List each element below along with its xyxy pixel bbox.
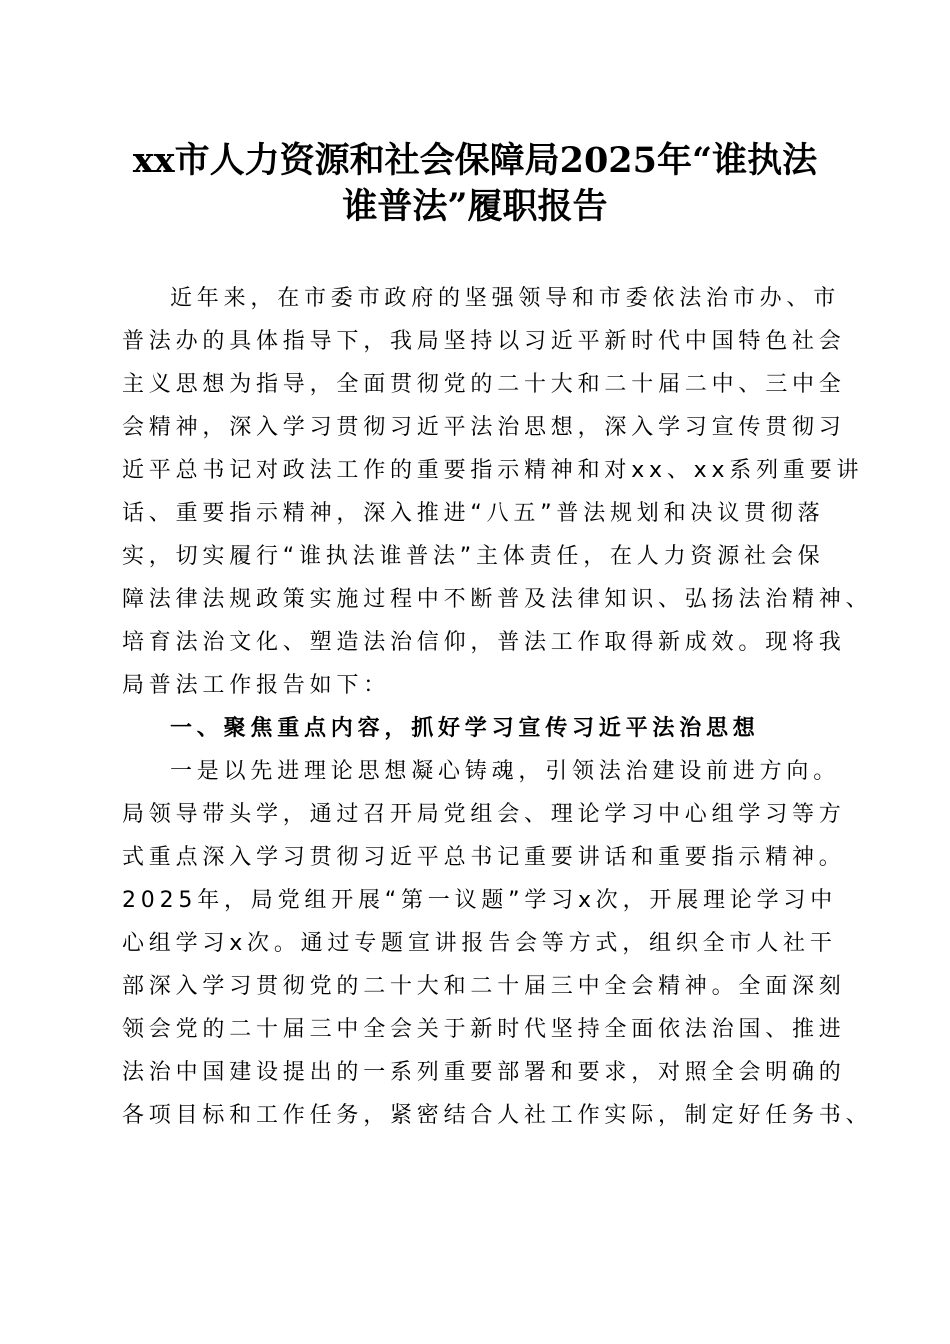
text-line: 局领导带头学，通过召开局党组会、理论学习中心组学习等方 [122, 802, 846, 827]
text-line: 培育法治文化、塑造法治信仰，普法工作取得新成效。现将我 [122, 630, 846, 655]
text-line: 领会党的二十届三中全会关于新时代坚持全面依法治国、推进 [122, 1017, 846, 1042]
paragraph [122, 277, 873, 707]
text-line: 话、重要指示精神，深入推进“八五”普法规划和决议贯彻落 [122, 501, 825, 526]
text-line: 各项目标和工作任务，紧密结合人社工作实际，制定好任务书、 [122, 1103, 873, 1128]
title-line: 谁普法”履职报告 [342, 186, 608, 227]
document-title [0, 138, 950, 230]
text-line: 一、聚焦重点内容，抓好学习宣传习近平法治思想 [170, 716, 760, 741]
paragraph [122, 750, 873, 1137]
text-line: 部深入学习贯彻党的二十大和二十届三中全会精神。全面深刻 [122, 974, 846, 999]
text-line: 近平总书记对政法工作的重要指示精神和对xx、xx系列重要讲 [122, 458, 864, 483]
text-line: 2025年，局党组开展“第一议题”学习x次，开展理论学习中 [122, 888, 838, 913]
section-heading [122, 707, 832, 750]
text-line: 主义思想为指导，全面贯彻党的二十大和二十届二中、三中全 [122, 372, 846, 397]
text-line: 普法办的具体指导下，我局坚持以习近平新时代中国特色社会 [122, 329, 846, 354]
text-line: 心组学习x次。通过专题宣讲报告会等方式，组织全市人社干 [122, 931, 837, 956]
text-line: 一是以先进理论思想凝心铸魂，引领法治建设前进方向。 [170, 759, 841, 784]
title-line: xx市人力资源和社会保障局2025年“谁执法 [132, 140, 818, 181]
text-line: 局普法工作报告如下： [122, 673, 391, 698]
text-line: 式重点深入学习贯彻习近平总书记重要讲话和重要指示精神。 [122, 845, 846, 870]
text-line: 近年来，在市委市政府的坚强领导和市委依法治市办、市 [170, 286, 841, 311]
text-line: 会精神，深入学习贯彻习近平法治思想，深入学习宣传贯彻习 [122, 415, 846, 440]
text-line: 障法律法规政策实施过程中不断普及法律知识、弘扬法治精神、 [122, 587, 873, 612]
text-line: 实，切实履行“谁执法谁普法”主体责任，在人力资源社会保 [122, 544, 825, 569]
text-line: 法治中国建设提出的一系列重要部署和要求，对照全会明确的 [122, 1060, 846, 1085]
document-body [122, 277, 873, 1137]
